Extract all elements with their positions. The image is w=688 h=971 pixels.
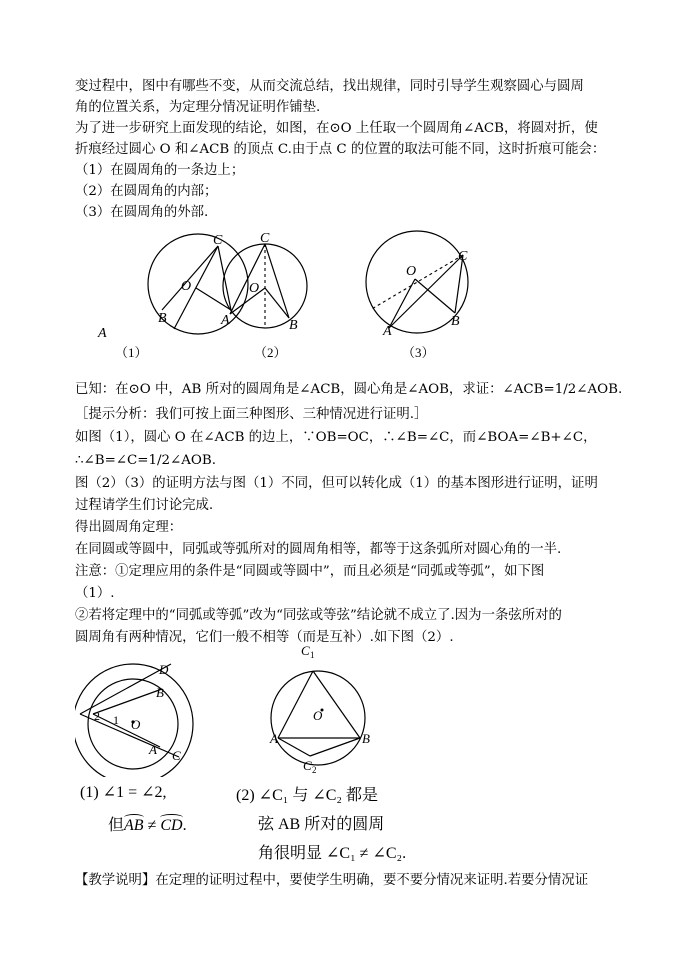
label-c-1: C bbox=[213, 233, 223, 248]
caption-3: （3） bbox=[402, 345, 435, 360]
circle-figures-top bbox=[70, 230, 630, 370]
label-a-right: A bbox=[270, 731, 278, 746]
text-theorem-title: 得出圆周角定理： bbox=[75, 520, 183, 535]
label-a-left: A bbox=[149, 742, 157, 757]
text-fig23-1: 图（2）（3）的证明方法与图（1）不同，但可以转化成（1）的基本图形进行证明，证明 bbox=[75, 476, 598, 491]
left-caption-line-2 bbox=[108, 812, 187, 835]
concentric-circles-figure bbox=[75, 662, 193, 777]
text-note-3: ②若将定理中的“同弧或等弧”改为“同弦或等弦”结论就不成立了.因为一条弦所对的 bbox=[75, 608, 562, 623]
text-proof-1: 如图（1），圆心 O 在∠ACB 的边上，∵OB=OC，∴∠B=∠C，而∠BOA=∠B+∠C， bbox=[75, 430, 597, 445]
label-o-right: O bbox=[313, 708, 323, 723]
text-line-6: （2）在圆周角的内部； bbox=[75, 184, 218, 199]
text-line-3: 为了进一步研究上面发现的结论，如图，在⊙O 上任取一个圆周角∠ACB，将圆对折，使 bbox=[75, 121, 598, 136]
caption-2: （2） bbox=[254, 345, 287, 360]
label-c2: C bbox=[303, 758, 312, 773]
angle-label-1: 1 bbox=[113, 713, 119, 727]
text-hint: ［提示分析：我们可按上面三种图形、三种情况进行证明.］ bbox=[75, 407, 428, 422]
label-b-left: B bbox=[156, 685, 164, 700]
text-line-1: 变过程中，图中有哪些不变，从而交流总结，找出规律，同时引导学生观察圆心与圆周 bbox=[75, 79, 584, 94]
label-a-2: A bbox=[221, 313, 230, 328]
text-line-2: 角的位置关系，为定理分情况证明作铺垫. bbox=[75, 100, 321, 115]
label-o-3: O bbox=[406, 264, 417, 279]
arc-cd: CD bbox=[160, 817, 183, 834]
label-b-3: B bbox=[451, 314, 460, 329]
label-o-2: O bbox=[249, 281, 260, 296]
label-o-left: O bbox=[131, 717, 141, 732]
right-caption-line-1: (2) ∠C₁ 与 ∠C₂ 都是 bbox=[236, 787, 378, 804]
text-line-5: （1）在圆周角的一条边上； bbox=[75, 163, 245, 178]
text-theorem: 在同圆或等圆中，同弧或等弧所对的圆周角相等，都等于这条弧所对圆心角的一半. bbox=[75, 542, 562, 557]
circle-figures-bottom bbox=[75, 642, 395, 777]
text-line-4: 折痕经过圆心 O 和∠ACB 的顶点 C.由于点 C 的位置的取法可能不同，这时折痕可能会： bbox=[75, 142, 606, 157]
label-d: D bbox=[159, 662, 169, 677]
text-proof-2: ∴∠B=∠C=1/2∠AOB. bbox=[75, 453, 217, 468]
angle-label-2: 2 bbox=[94, 709, 100, 723]
label-c-left: C bbox=[172, 748, 181, 763]
left-caption-but: 但 bbox=[108, 817, 125, 834]
caption-1: （1） bbox=[115, 345, 148, 360]
label-b-right: B bbox=[362, 731, 370, 746]
figure-2 bbox=[220, 231, 307, 333]
label-b-1: B bbox=[158, 311, 167, 326]
text-note-4: 圆周角有两种情况，它们一般不相等（而是互补）.如下图（2）. bbox=[75, 630, 454, 645]
label-c1-sub: 1 bbox=[310, 650, 315, 660]
teaching-note: 【教学说明】在定理的证明过程中，要使学生明确，要不要分情况来证明.若要分情况证 bbox=[75, 873, 589, 888]
not-equal: ≠ bbox=[143, 817, 161, 834]
label-a-3: A bbox=[383, 324, 392, 339]
label-c1: C bbox=[301, 643, 310, 658]
label-c-2: C bbox=[260, 231, 270, 246]
label-c-3: C bbox=[458, 249, 468, 264]
inscribed-triangle-figure bbox=[269, 643, 370, 775]
label-b-2: B bbox=[289, 318, 298, 333]
label-c2-sub: 2 bbox=[312, 765, 317, 775]
figure-3 bbox=[366, 231, 468, 339]
text-given: 已知：在⊙O 中，AB 所对的圆周角是∠ACB，圆心角是∠AOB，求证：∠ACB=1/2∠AOB. bbox=[75, 382, 623, 397]
label-o-1: O bbox=[181, 279, 192, 294]
period: . bbox=[182, 817, 187, 834]
text-note-1: 注意：①定理应用的条件是“同圆或等圆中”，而且必须是“同弧或等弧”，如下图 bbox=[75, 564, 545, 579]
label-a-1: A bbox=[98, 326, 107, 341]
right-caption-line-3: 角很明显 ∠C₁ ≠ ∠C₂. bbox=[258, 845, 407, 862]
text-fig23-2: 过程请学生们讨论完成. bbox=[75, 498, 214, 513]
left-caption-line-1: (1) ∠1 = ∠2, bbox=[80, 784, 167, 801]
arc-ab: AB bbox=[124, 817, 144, 834]
right-caption-line-2: 弦 AB 所对的圆周 bbox=[258, 816, 385, 833]
text-line-7: （3）在圆周角的外部. bbox=[75, 205, 209, 220]
text-note-2: （1）. bbox=[75, 586, 115, 601]
